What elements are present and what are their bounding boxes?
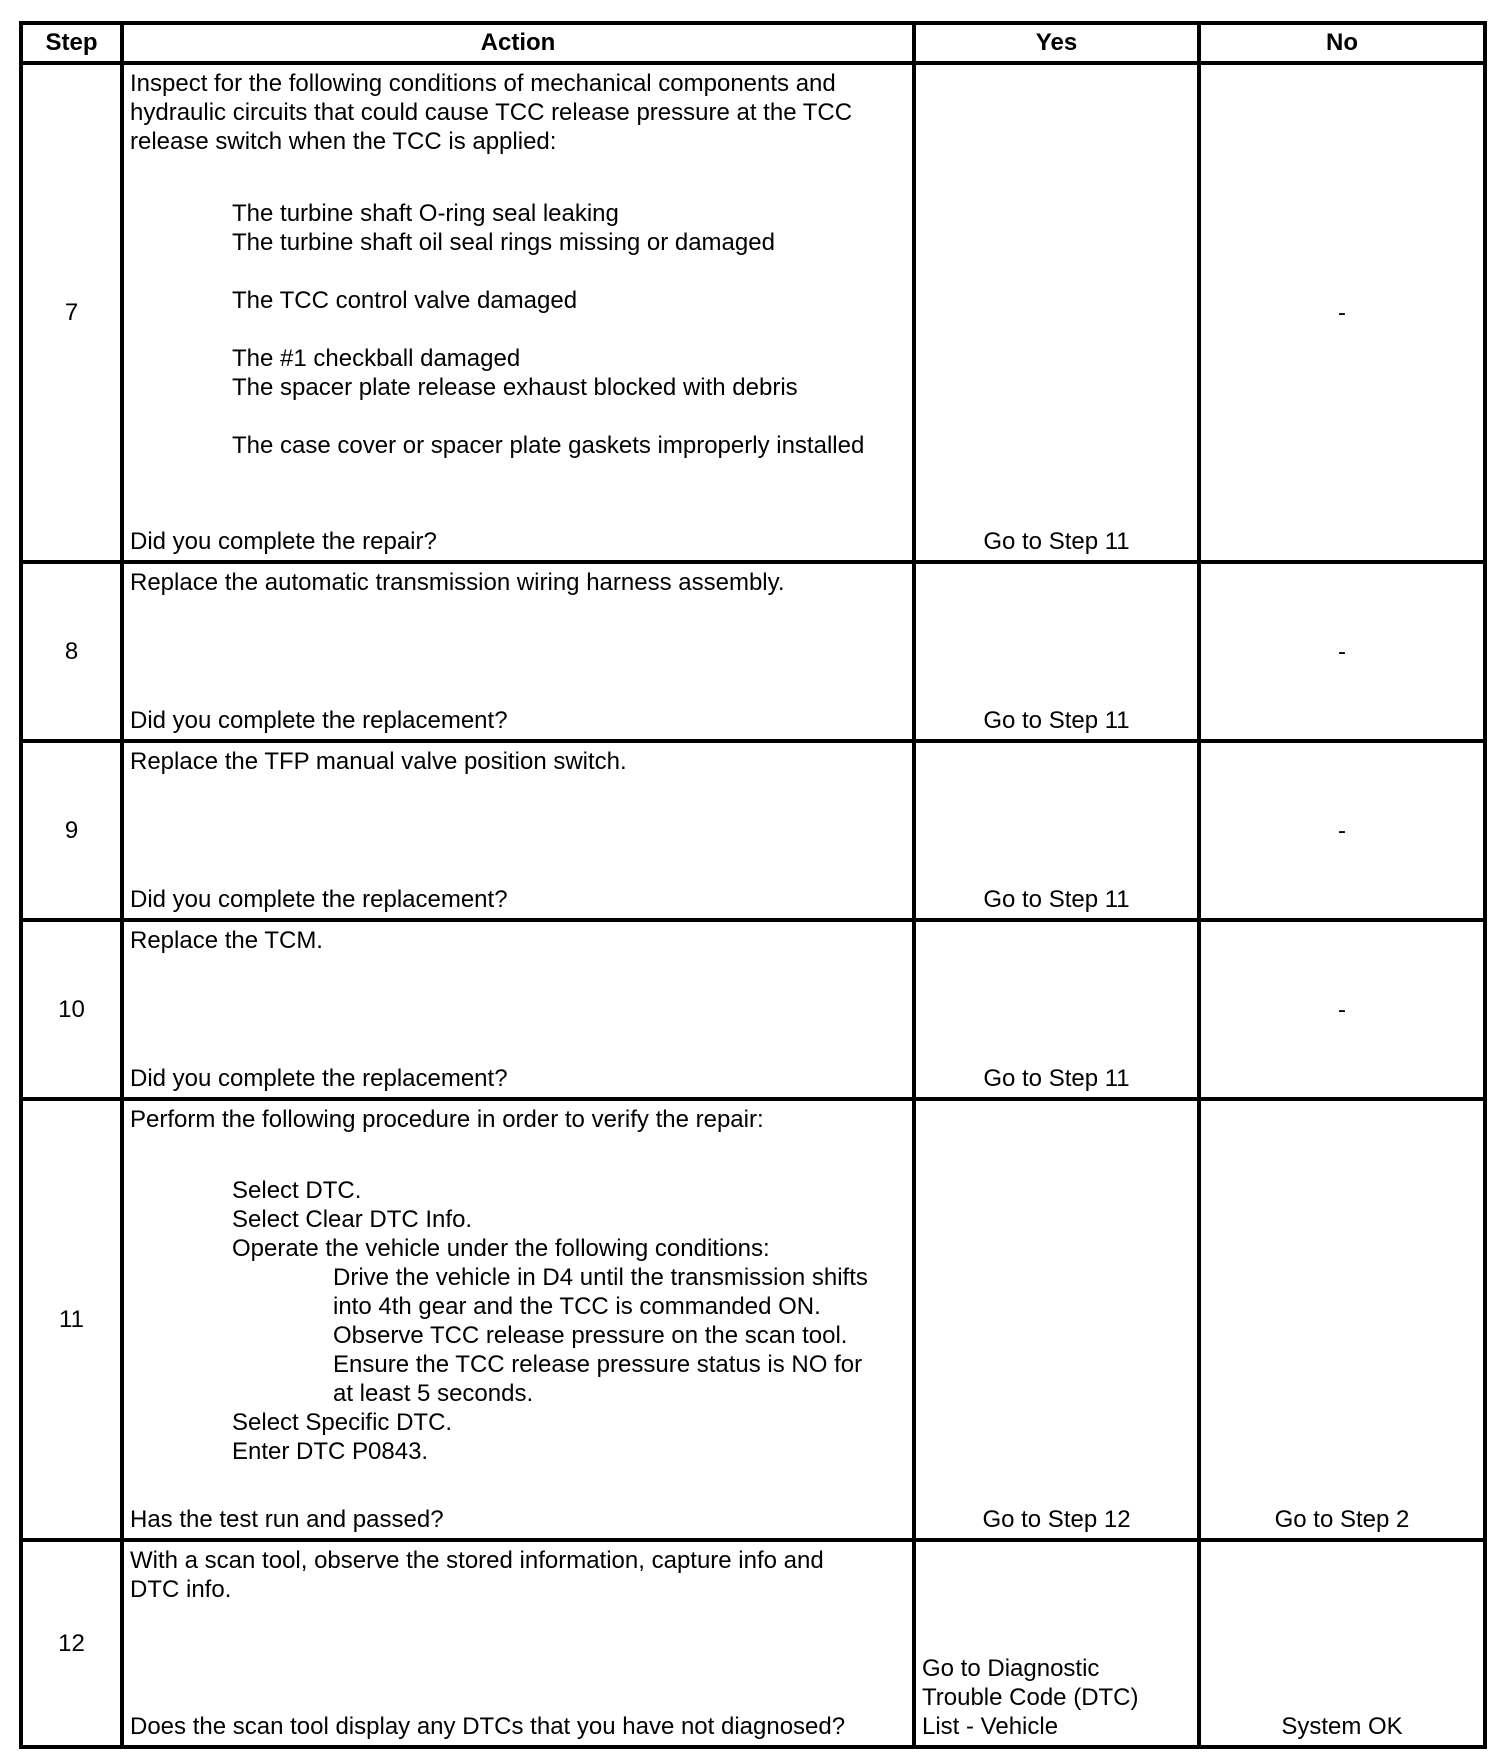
no-result: - (1338, 638, 1346, 665)
action-intro-line: With a scan tool, observe the stored information, capture info and (130, 1547, 824, 1574)
step-number: 10 (21, 920, 122, 1099)
action-intro: Perform the following procedure in order to verify the repair: (130, 1106, 764, 1133)
action-intro: Replace the TFP manual valve position switch. (130, 748, 627, 775)
no-result: - (1338, 299, 1346, 326)
procedure-step: Select Clear DTC Info. (232, 1206, 473, 1233)
table-row-step-11 (21, 1099, 1485, 1540)
no-cell (1199, 1540, 1485, 1747)
no-result: System OK (1281, 1713, 1403, 1740)
action-intro: Inspect for the following conditions of mechanical components and hydraulic circuits that could cause TCC release pressure at the TCC release switch when the TCC is applied: (130, 70, 853, 155)
header-no: No (1199, 23, 1485, 63)
action-cell (122, 63, 914, 562)
condition-item: The turbine shaft oil seal rings missing or damaged (232, 229, 775, 256)
action-question: Did you complete the replacement? (130, 886, 508, 913)
no-cell (1199, 741, 1485, 920)
no-cell (1199, 562, 1485, 741)
no-cell (1199, 63, 1485, 562)
condition-item: The turbine shaft O-ring seal leaking (232, 200, 619, 227)
header-action: Action (122, 23, 914, 63)
yes-cell (914, 562, 1199, 741)
table-row-step-9 (21, 741, 1485, 920)
procedure-step: Select DTC. (232, 1177, 362, 1204)
action-intro-line: DTC info. (130, 1576, 232, 1603)
step-number: 7 (21, 63, 122, 562)
yes-result-line: Go to Diagnostic (922, 1655, 1100, 1682)
procedure-substep: Ensure the TCC release pressure status is NO for (333, 1351, 863, 1378)
action-question: Has the test run and passed? (130, 1506, 444, 1533)
action-cell (122, 741, 914, 920)
no-result: - (1338, 817, 1346, 844)
no-cell (1199, 1099, 1485, 1540)
table-row-step-10 (21, 920, 1485, 1099)
no-result: - (1338, 996, 1346, 1023)
yes-cell (914, 741, 1199, 920)
yes-cell (914, 63, 1199, 562)
condition-item: The TCC control valve damaged (232, 287, 578, 314)
step-number: 9 (21, 741, 122, 920)
header-yes: Yes (914, 23, 1199, 63)
condition-item: The case cover or spacer plate gaskets improperly installed (232, 432, 865, 459)
action-intro: Replace the automatic transmission wiring harness assembly. (130, 569, 785, 596)
action-cell (122, 920, 914, 1099)
action-cell (122, 562, 914, 741)
condition-item: The #1 checkball damaged (232, 345, 521, 372)
yes-cell (914, 920, 1199, 1099)
no-result: Go to Step 2 (1274, 1506, 1410, 1533)
procedure-step: Operate the vehicle under the following conditions: (232, 1235, 770, 1262)
yes-result: Go to Step 11 (983, 528, 1130, 555)
procedure-substep: at least 5 seconds. (333, 1380, 534, 1407)
procedure-substep: Observe TCC release pressure on the scan tool. (333, 1322, 848, 1349)
yes-result: Go to Step 11 (983, 1065, 1130, 1092)
header-step: Step (21, 23, 122, 63)
action-cell (122, 1099, 914, 1540)
header-row (21, 23, 1485, 63)
yes-result: Go to Step 12 (982, 1506, 1131, 1533)
procedure-step: Enter DTC P0843. (232, 1438, 429, 1465)
procedure-substep: into 4th gear and the TCC is commanded ON. (333, 1293, 821, 1320)
procedure-step: Select Specific DTC. (232, 1409, 453, 1436)
table-row-step-7 (21, 63, 1485, 562)
procedure-substep: Drive the vehicle in D4 until the transmission shifts (333, 1264, 868, 1291)
action-question: Did you complete the replacement? (130, 707, 508, 734)
action-question: Did you complete the replacement? (130, 1065, 508, 1092)
yes-cell (914, 1540, 1199, 1747)
step-number: 8 (21, 562, 122, 741)
table-row-step-8 (21, 562, 1485, 741)
yes-result: Go to Step 11 (983, 707, 1130, 734)
yes-cell (914, 1099, 1199, 1540)
action-cell (122, 1540, 914, 1747)
yes-result-line: List - Vehicle (922, 1713, 1059, 1740)
action-question: Does the scan tool display any DTCs that you have not diagnosed? (130, 1713, 846, 1740)
step-number: 12 (21, 1540, 122, 1747)
yes-result: Go to Step 11 (983, 886, 1130, 913)
no-cell (1199, 920, 1485, 1099)
action-question: Did you complete the repair? (130, 528, 437, 555)
condition-item: The spacer plate release exhaust blocked with debris (232, 374, 798, 401)
table-row-step-12 (21, 1540, 1485, 1747)
action-intro: Replace the TCM. (130, 927, 323, 954)
yes-result-line: Trouble Code (DTC) (922, 1684, 1139, 1711)
step-number: 11 (21, 1099, 122, 1540)
diagnostic-table (19, 21, 1487, 1749)
